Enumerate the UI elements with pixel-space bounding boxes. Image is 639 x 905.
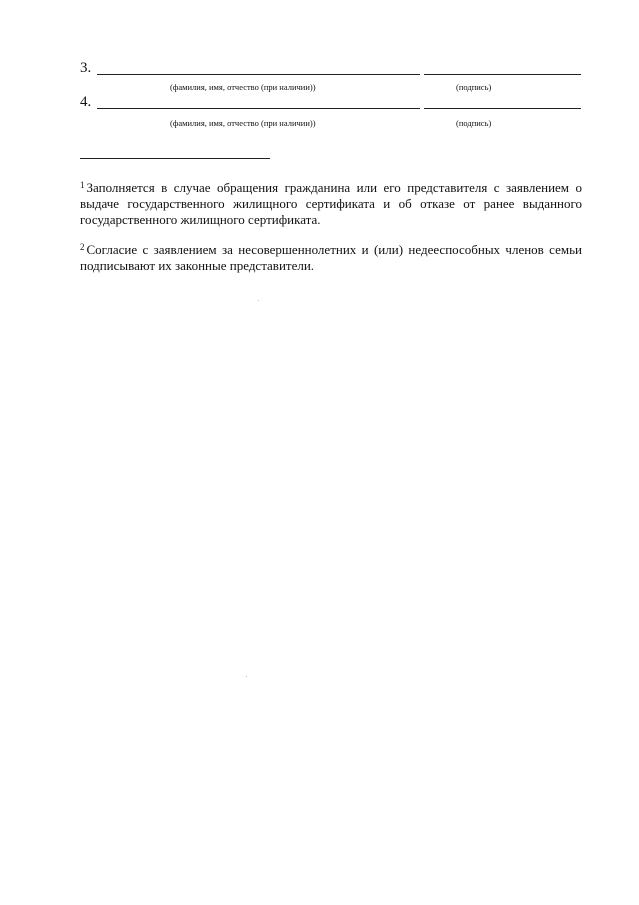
row-number: 3. — [80, 60, 92, 76]
signature-caption: (подпись) — [456, 82, 492, 92]
footnote-2 — [80, 242, 582, 274]
signature-caption: (подпись) — [456, 118, 492, 128]
signature-line — [424, 108, 581, 109]
scan-speck — [258, 300, 259, 301]
name-caption: (фамилия, имя, отчество (при наличии)) — [170, 118, 316, 128]
footnote-mark: 2 — [80, 242, 85, 252]
scan-speck — [246, 676, 247, 677]
footnote-separator — [80, 158, 270, 159]
signature-row-4 — [80, 90, 582, 110]
signature-line — [424, 74, 581, 75]
name-line — [97, 108, 420, 109]
name-line — [97, 74, 420, 75]
name-caption: (фамилия, имя, отчество (при наличии)) — [170, 82, 316, 92]
footnote-text: Заполняется в случае обращения гражданина или его представителя с заявлением о выдаче государственного жилищного сертификата и об отказе от ранее выданного государственного жилищного сертификата. — [80, 180, 582, 227]
signature-row-3 — [80, 56, 582, 76]
footnote-mark: 1 — [80, 180, 85, 190]
footnote-text: Согласие с заявлением за несовершеннолетних и (или) недееспособных членов семьи подписывают их законные представители. — [80, 242, 582, 273]
row-number: 4. — [80, 94, 92, 110]
footnote-1 — [80, 180, 582, 228]
